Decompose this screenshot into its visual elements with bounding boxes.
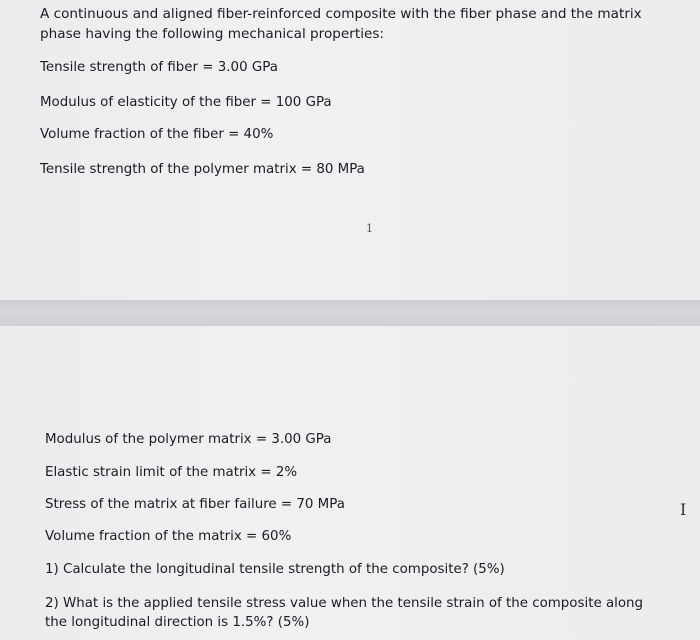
matrix-stress-at-fiber-failure: Stress of the matrix at fiber failure = 70 MPa [45,497,345,512]
question-1: 1) Calculate the longitudinal tensile strength of the composite? (5%) [45,562,505,577]
matrix-modulus: Modulus of the polymer matrix = 3.00 GPa [45,432,332,447]
matrix-tensile-strength: Tensile strength of the polymer matrix = 80 MPa [40,162,365,177]
matrix-strain-limit: Elastic strain limit of the matrix = 2% [45,465,298,480]
problem-intro: A continuous and aligned fiber-reinforced composite with the fiber phase and the matrix phase having the following mechanical properties: [40,6,642,42]
fiber-tensile-strength: Tensile strength of fiber = 3.00 GPa [40,60,278,75]
page-2 [0,326,700,640]
page-1 [0,0,700,300]
question-2: 2) What is the applied tensile stress value when the tensile strain of the composite along the longitudinal direction is 1.5%? (5%) [45,596,644,630]
text-cursor-icon: I [680,500,687,519]
fiber-modulus: Modulus of elasticity of the fiber = 100 GPa [40,95,332,110]
matrix-volume-fraction: Volume fraction of the matrix = 60% [45,529,292,544]
page-separator [0,300,700,326]
page-number: 1 [366,222,373,235]
fiber-volume-fraction: Volume fraction of the fiber = 40% [40,127,274,142]
